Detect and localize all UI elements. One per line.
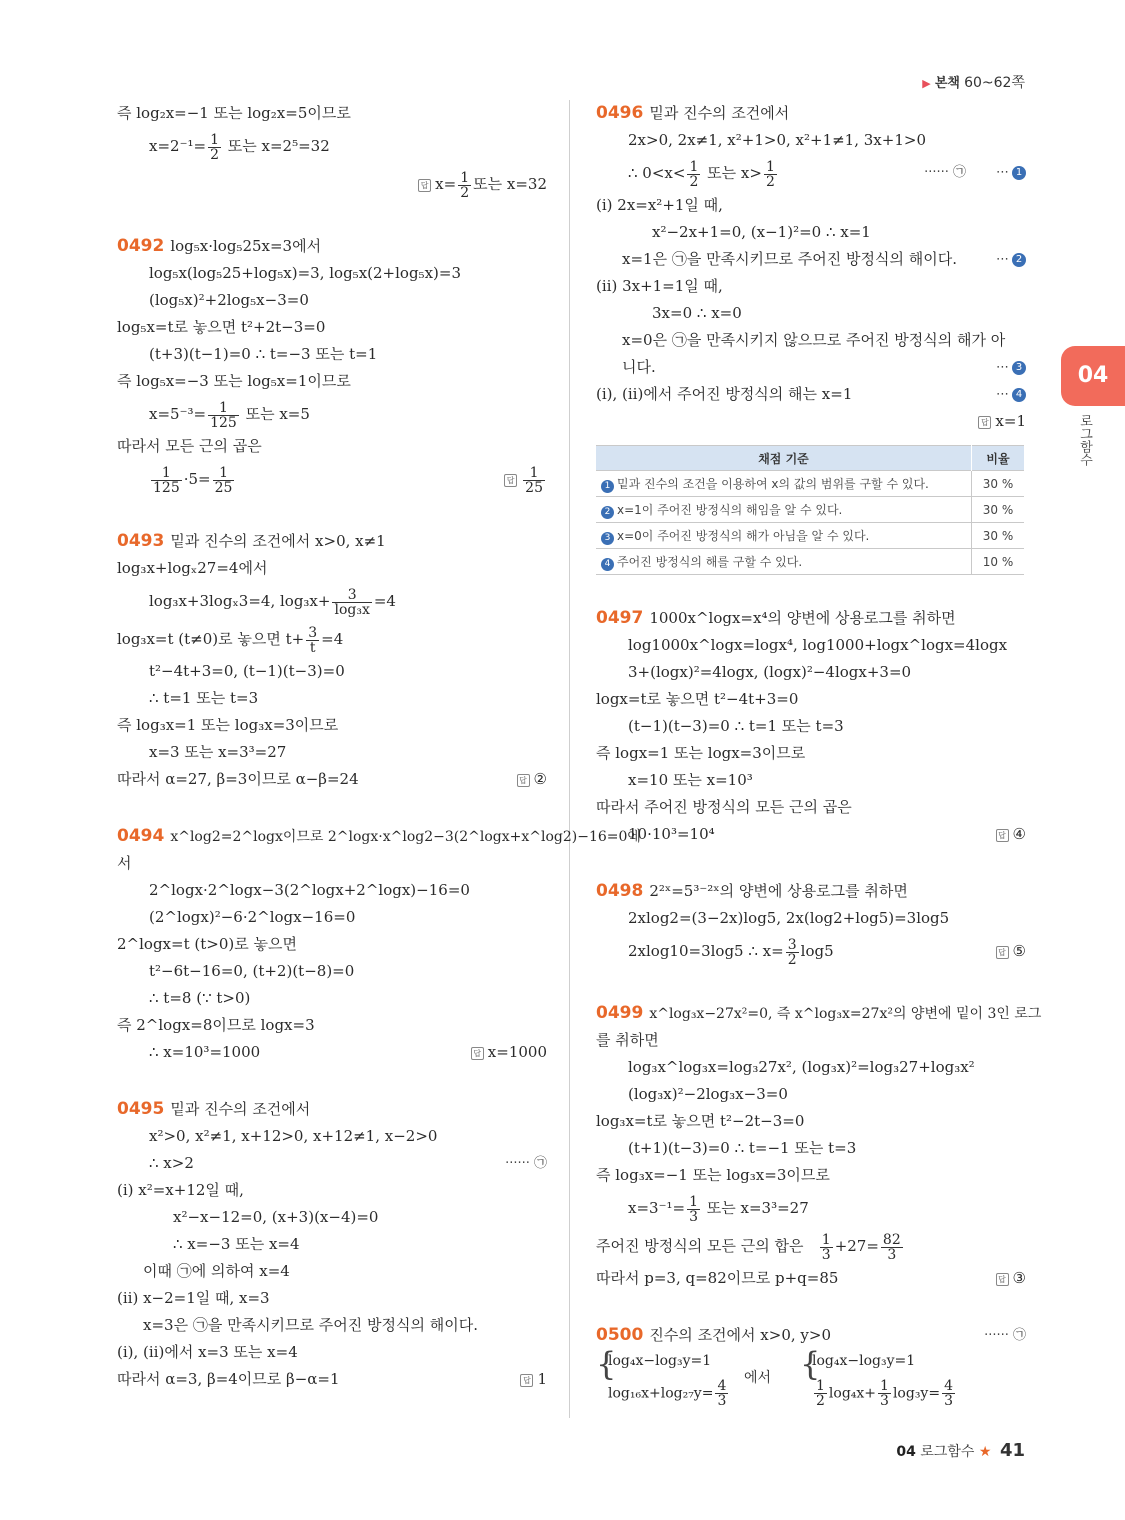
text-line: 즉 logx=1 또는 logx=3이므로 [596, 744, 806, 762]
answer-icon: 답 [996, 1273, 1009, 1286]
answer-line: 답 x= $\frac{1}{2}$ 또는 x=32 [117, 165, 547, 203]
text-line: x²−2x+1=0, (x−1)²=0 ∴ x=1 [652, 223, 871, 241]
table-row: 3 x=0이 주어진 방정식의 해가 아님을 알 수 있다. 30 % [596, 523, 1024, 549]
text-line: x=10 또는 x=10³ [628, 771, 753, 789]
text-line: (t+1)(t−3)=0 ∴ t=−1 또는 t=3 [628, 1139, 857, 1157]
equation-marker: ······ ㉠ [984, 1328, 1026, 1343]
text-line: logx=t로 놓으면 t²−4t+3=0 [596, 690, 799, 708]
problem-number: 0493 [117, 531, 165, 551]
text-line: x=3 또는 x=3³=27 [149, 743, 287, 761]
answer-icon: 답 [471, 1047, 484, 1060]
text-line: 따라서 α=27, β=3이므로 α−β=24 답 ② [117, 770, 547, 788]
step-marker-icon: 4 [601, 558, 614, 571]
answer-icon: 답 [504, 474, 517, 487]
text-line: x=0은 ㉠을 만족시키지 않으므로 주어진 방정식의 해가 아 [622, 331, 1006, 349]
table-row: 4 주어진 방정식의 해를 구할 수 있다. 10 % [596, 549, 1024, 575]
problem-0499: 0499 x^log₃x−27x²=0, 즉 x^log₃x=27x²의 양변에 밑이 3인 로그 [596, 1003, 1042, 1023]
step-marker-icon: 2 [1012, 253, 1026, 267]
text-line: 따라서 모든 근의 곱은 [117, 437, 262, 455]
text-line: 즉 log₂x=−1 또는 log₂x=5이므로 [117, 104, 351, 122]
chapter-tab: 04 [1061, 346, 1125, 406]
text-line: ∴ t=1 또는 t=3 [149, 689, 259, 707]
text-line: (log₃x)²−2log₃x−3=0 [628, 1085, 788, 1103]
text-line: x=1은 ㉠을 만족시키므로 주어진 방정식의 해이다. ⋯ 2 [596, 246, 1026, 273]
scoring-table [596, 445, 1024, 575]
text-line: ∴ x=−3 또는 x=4 [173, 1235, 300, 1253]
text-line: log₃x+3logₓ3=4, log₃x+ $\frac{3}{\text{log₃x}}$ =4 [149, 586, 396, 618]
text-line: 2xlog10=3log5 ∴ x= $\frac{3}{2}$ log5 답 ⑤ [628, 936, 1026, 968]
text-line: log₅x(log₅25+log₅x)=3, log₅x(2+log₅x)=3 [149, 264, 461, 282]
answer-icon: 답 [517, 774, 530, 787]
text-line: (t−1)(t−3)=0 ∴ t=1 또는 t=3 [628, 717, 844, 735]
problem-0494: 0494 x^log2=2^logx이므로 2^logx·x^log2−3(2^logx+x^log2)−16=0에 [117, 826, 641, 846]
step-marker-icon: 1 [1012, 166, 1026, 180]
text-line: 를 취하면 [596, 1031, 659, 1049]
text-line: (2^logx)²−6·2^logx−16=0 [149, 908, 356, 926]
problem-number: 0495 [117, 1099, 165, 1119]
text-line: x=3⁻¹= $\frac{1}{3}$ 또는 x=3³=27 [628, 1193, 809, 1225]
answer-icon: 답 [520, 1374, 533, 1387]
text-line: ∴ 0<x< $\frac{1}{2}$ 또는 x> $\frac{1}{2}$ ······ ㉠ ⋯ 1 [596, 154, 1026, 192]
text-line: (ⅱ) 3x+1=1일 때, [596, 277, 723, 295]
answer-icon: 답 [996, 946, 1009, 959]
text-line: (t+3)(t−1)=0 ∴ t=−3 또는 t=1 [149, 345, 378, 363]
equation-system: { log₄x−log₃y=1 log₁₆x+log₂₇y= $\frac{4}{3}$ 에서 { log₄x−log₃y=1 $\frac{1}{2}$ log₄x+ $\frac{1}{3}$ log₃y= $\frac{4}{3}$ [596, 1345, 953, 1409]
right-column [596, 100, 1042, 1413]
text-line: log₅x=t로 놓으면 t²+2t−3=0 [117, 318, 326, 336]
text-line: (ⅰ) 2x=x²+1일 때, [596, 196, 723, 214]
text-line: 2xlog2=(3−2x)log5, 2x(log2+log5)=3log5 [628, 909, 950, 927]
page-number: 41 [999, 1440, 1025, 1461]
page-reference: ▶ 본책 60~62쪽 [922, 75, 1025, 91]
text-line: 즉 2^logx=8이므로 logx=3 [117, 1016, 315, 1034]
answer-line: 답 x=1 [596, 408, 1026, 435]
text-line: x=3은 ㉠을 만족시키므로 주어진 방정식의 해이다. [143, 1316, 479, 1334]
problem-0497: 0497 1000x^logx=x⁴의 양변에 상용로그를 취하면 [596, 608, 956, 628]
text-line: (ⅰ) x²=x+12일 때, [117, 1181, 244, 1199]
problem-0498: 0498 2²ˣ=5³⁻²ˣ의 양변에 상용로그를 취하면 [596, 881, 908, 901]
text-line: (ⅰ), (ⅱ)에서 x=3 또는 x=4 [117, 1343, 298, 1361]
text-line: t²−6t−16=0, (t+2)(t−8)=0 [149, 962, 355, 980]
text-line: x²>0, x²≠1, x+12>0, x+12≠1, x−2>0 [149, 1127, 438, 1145]
text-line: 따라서 p=3, q=82이므로 p+q=85 답 ③ [596, 1269, 1026, 1287]
text-line: (ⅰ), (ⅱ)에서 주어진 방정식의 해는 x=1 ⋯ 4 [596, 381, 1026, 408]
text-line: x=5⁻³= $\frac{1}{125}$ 또는 x=5 [149, 399, 310, 431]
chapter-tab-title: 로그함수 [1077, 414, 1092, 466]
text-line: 니다. ⋯ 3 [596, 354, 1026, 381]
text-line: x²−x−12=0, (x+3)(x−4)=0 [173, 1208, 379, 1226]
problem-number: 0499 [596, 1003, 644, 1023]
problem-0496: 0496 밑과 진수의 조건에서 [596, 103, 790, 123]
text-line: log₃x^log₃x=log₃27x², (log₃x)²=log₃27+log₃x² [628, 1058, 975, 1076]
brace-icon: { [596, 1345, 617, 1383]
problem-0492: 0492 log₅x·log₅25x=3에서 [117, 236, 322, 256]
table-header: 채점 기준 [596, 446, 972, 471]
text-line: (ⅱ) x−2=1일 때, x=3 [117, 1289, 270, 1307]
text-line: $\frac{1}{125}$ ·5= $\frac{1}{25}$ 답 $\frac{1}{25}$ [153, 464, 543, 496]
text-line: 주어진 방정식의 모든 근의 합은 $\frac{1}{3}$ +27= $\frac{82}{3}$ [596, 1231, 901, 1263]
text-line: log1000x^logx=logx⁴, log1000+logx^logx=4logx [628, 636, 1008, 654]
text-line: 서 [117, 854, 132, 872]
text-line: 즉 log₃x=1 또는 log₃x=3이므로 [117, 716, 339, 734]
text-line: 이때 ㉠에 의하여 x=4 [143, 1262, 290, 1280]
problem-0495: 0495 밑과 진수의 조건에서 [117, 1099, 311, 1119]
problem-number: 0496 [596, 103, 644, 123]
brace-icon: { [800, 1345, 821, 1383]
step-marker-icon: 4 [1012, 388, 1026, 402]
text-line: 10·10³=10⁴ 답 ④ [628, 825, 1026, 843]
equation-marker: ······ ㉠ [505, 1156, 547, 1171]
text-line: 즉 log₃x=−1 또는 log₃x=3이므로 [596, 1166, 830, 1184]
problem-0493: 0493 밑과 진수의 조건에서 x>0, x≠1 [117, 531, 386, 551]
step-marker-icon: 2 [601, 506, 614, 519]
text-line: 따라서 α=3, β=4이므로 β−α=1 답 1 [117, 1370, 547, 1388]
table-row: 2 x=1이 주어진 방정식의 해임을 알 수 있다. 30 % [596, 497, 1024, 523]
chevron-right-icon: ▶ [922, 77, 931, 90]
text-line: ∴ x>2 ······ ㉠ [117, 1150, 547, 1177]
step-marker-icon: 1 [601, 480, 614, 493]
text-line: log₃x=t로 놓으면 t²−2t−3=0 [596, 1112, 805, 1130]
problem-number: 0497 [596, 608, 644, 628]
problem-0500: 0500 진수의 조건에서 x>0, y>0 ······ ㉠ [596, 1322, 1026, 1349]
text-line: 3x=0 ∴ x=0 [652, 304, 742, 322]
text-line: 즉 log₅x=−3 또는 log₅x=1이므로 [117, 372, 351, 390]
text-line: x=2⁻¹= $\frac{1}{2}$ 또는 x=2⁵=32 [149, 131, 330, 163]
problem-number: 0492 [117, 236, 165, 256]
text-line: ∴ x=10³=1000 답 x=1000 [149, 1043, 547, 1061]
answer-icon: 답 [418, 179, 431, 192]
problem-number: 0494 [117, 826, 165, 846]
text-line: log₃x=t (t≠0)로 놓으면 t+ $\frac{3}{t}$ =4 [117, 624, 344, 656]
answer-icon: 답 [978, 416, 991, 429]
column-divider [569, 100, 570, 1418]
problem-number: 0498 [596, 881, 644, 901]
table-header: 비율 [972, 446, 1025, 471]
text-line: log₃x+logₓ27=4에서 [117, 559, 268, 577]
text-line: 2^logx·2^logx−3(2^logx+2^logx)−16=0 [149, 881, 470, 899]
text-line: 3+(logx)²=4logx, (logx)²−4logx+3=0 [628, 663, 912, 681]
text-line: t²−4t+3=0, (t−1)(t−3)=0 [149, 662, 345, 680]
text-line: 2x>0, 2x≠1, x²+1>0, x²+1≠1, 3x+1>0 [628, 131, 926, 149]
text-line: 따라서 주어진 방정식의 모든 근의 곱은 [596, 798, 852, 816]
table-row: 1 밑과 진수의 조건을 이용하여 x의 값의 범위를 구할 수 있다. 30 % [596, 471, 1024, 497]
page-footer: 04 로그함수 ★ 41 [896, 1440, 1025, 1461]
text-line: 2^logx=t (t>0)로 놓으면 [117, 935, 297, 953]
step-marker-icon: 3 [601, 532, 614, 545]
text-line: (log₅x)²+2log₅x−3=0 [149, 291, 309, 309]
star-icon: ★ [978, 1444, 992, 1460]
answer-icon: 답 [996, 829, 1009, 842]
step-marker-icon: 3 [1012, 361, 1026, 375]
text-line: ∴ t=8 (∵ t>0) [149, 989, 251, 1007]
problem-number: 0500 [596, 1325, 644, 1345]
